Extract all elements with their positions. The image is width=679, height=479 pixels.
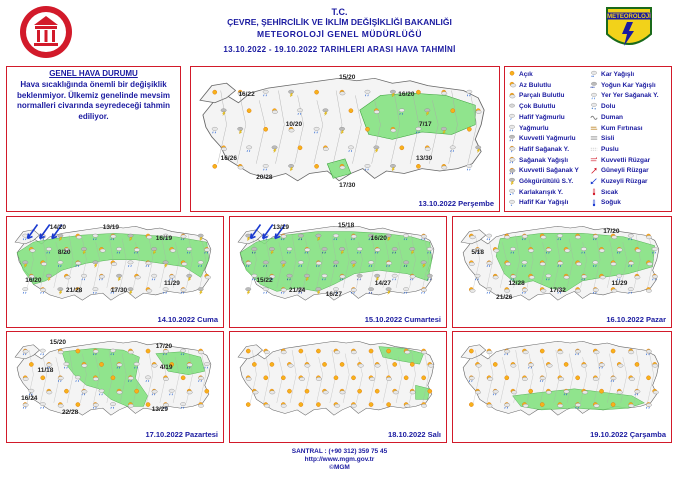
temperature-label: 16/24 — [21, 395, 38, 403]
sun-icon — [315, 164, 319, 168]
legend-label: Kuvvetli Yağmurlu — [519, 135, 576, 143]
legend-label: Kum Fırtınası — [601, 124, 643, 132]
legend-item — [507, 198, 568, 209]
sun-icon — [213, 90, 217, 94]
legend-label: Karlakarışık Y. — [519, 188, 563, 196]
thunderstorm-icon — [246, 287, 251, 294]
legend-label: Yer Yer Sağanak Y. — [601, 92, 659, 100]
general-weather-panel — [6, 66, 181, 212]
sun-icon — [507, 70, 517, 78]
temperature-label: 13/30 — [416, 154, 433, 162]
map-panel-day1 — [190, 66, 500, 212]
sun-icon — [287, 389, 291, 393]
sun-icon — [493, 362, 497, 366]
map-date: 19.10.2022 Çarşamba — [590, 430, 666, 439]
footer — [0, 448, 679, 472]
legend-item — [589, 134, 614, 145]
map-date: 13.10.2022 Perşembe — [418, 199, 494, 208]
snow-icon — [589, 70, 599, 78]
temperature-label: 13/19 — [102, 224, 120, 232]
sun-icon — [246, 349, 250, 353]
sun-icon — [505, 376, 509, 380]
light-rain-icon — [507, 113, 517, 121]
sun-icon — [369, 349, 373, 353]
sun-icon — [29, 362, 33, 366]
sun-icon — [340, 362, 344, 366]
legend-label: Parçalı Bulutlu — [519, 92, 565, 100]
sun-icon — [264, 127, 268, 131]
sun-icon — [428, 389, 432, 393]
legend-label: Yoğun Kar Yağışlı — [601, 81, 656, 89]
temperature-label: 17/32 — [549, 287, 566, 295]
sun-icon — [375, 389, 379, 393]
temperature-label: 11/29 — [163, 280, 180, 288]
temperature-label: 17/30 — [339, 181, 356, 189]
sun-icon — [469, 402, 473, 406]
legend-label: Sisli — [601, 135, 615, 143]
temperature-label: 10/20 — [285, 120, 303, 128]
sun-icon — [529, 389, 533, 393]
map-date: 14.10.2022 Cuma — [157, 315, 218, 324]
sun-icon — [540, 402, 544, 406]
header — [0, 0, 679, 62]
sun-icon — [322, 362, 326, 366]
turkey-map — [7, 217, 223, 327]
partly-cloudy-icon — [198, 349, 203, 354]
legend-label: Güneyli Rüzgar — [601, 167, 649, 175]
sun-icon — [564, 362, 568, 366]
thunderstorm-icon — [198, 287, 203, 294]
light-shower-icon — [507, 145, 517, 153]
sun-icon — [305, 389, 309, 393]
legend-item — [507, 81, 551, 92]
temperature-label: 15/18 — [338, 222, 355, 230]
sun-icon — [247, 109, 251, 113]
legend-item — [589, 177, 648, 188]
heavy-snow-icon — [589, 81, 599, 89]
sun-icon — [281, 376, 285, 380]
sun-icon — [540, 349, 544, 353]
legend-item — [507, 188, 563, 199]
footer-copyright: ©MGM — [329, 464, 350, 471]
map-panel-day3 — [229, 216, 447, 328]
mgm-logo — [603, 4, 655, 54]
sun-icon — [369, 402, 373, 406]
legend-item — [589, 188, 618, 199]
sun-icon — [213, 164, 217, 168]
sun-icon — [246, 402, 250, 406]
temperature-label: 21/28 — [66, 287, 83, 295]
partly-cloudy-icon — [646, 287, 651, 292]
temperature-label: 21/24 — [289, 287, 306, 295]
sun-icon — [146, 349, 150, 353]
sun-icon — [111, 376, 115, 380]
north-wind-icon — [589, 177, 599, 185]
sun-icon — [422, 376, 426, 380]
map-date: 18.10.2022 Salı — [388, 430, 441, 439]
temperature-label: 15/20 — [49, 339, 66, 347]
temperature-label: 20/28 — [256, 174, 273, 182]
temperature-label: 17/30 — [110, 287, 128, 295]
sun-icon — [76, 349, 80, 353]
temperature-label: 17/20 — [155, 342, 173, 350]
temperature-label: 13/29 — [151, 405, 168, 413]
map-date: 17.10.2022 Pazartesi — [145, 430, 218, 439]
sun-icon — [400, 146, 404, 150]
legend-label: Çok Bulutlu — [519, 103, 556, 111]
legend-item — [589, 156, 650, 167]
temperature-label: 7/17 — [419, 120, 432, 128]
sun-small-cloud-icon — [507, 81, 517, 89]
temperature-label: 17/20 — [603, 227, 620, 235]
south-wind-icon — [589, 167, 599, 175]
rain-icon — [507, 124, 517, 132]
legend-item — [507, 177, 573, 188]
header-line2: ÇEVRE, ŞEHİRCİLİK VE İKLİM DEĞİŞİKLİĞİ BAKANLIĞI — [227, 17, 452, 27]
scattered-shower-icon — [589, 92, 599, 100]
sandstorm-icon — [589, 124, 599, 132]
svg-text:*: * — [510, 203, 513, 207]
legend-item — [589, 145, 619, 156]
map-date: 15.10.2022 Cumartesi — [364, 315, 441, 324]
header-line4: 13.10.2022 - 19.10.2022 TARIHLERI ARASI HAVA TAHMİNİ — [223, 45, 456, 54]
temperature-label: 5/18 — [471, 248, 485, 256]
sun-icon — [611, 402, 615, 406]
legend-item — [507, 70, 533, 81]
rain-icon — [486, 287, 491, 293]
turkey-map — [7, 332, 223, 442]
footer-phone: SANTRAL : (+90 312) 359 75 45 — [291, 448, 388, 455]
legend-item — [507, 124, 549, 135]
legend-label: Kuvvetli Sağanak Y — [519, 167, 579, 175]
sun-icon — [365, 127, 369, 131]
sun-icon — [270, 362, 274, 366]
heavy-shower-icon — [507, 167, 517, 175]
temperature-label: 12/28 — [508, 280, 525, 288]
legend-label: Kuzeyli Rüzgar — [601, 178, 648, 185]
shower-icon — [652, 274, 657, 280]
rain-icon — [467, 164, 472, 170]
sun-icon — [135, 389, 139, 393]
legend-label: Duman — [601, 113, 624, 121]
legend-item — [507, 113, 565, 124]
sun-small-cloud-icon — [469, 287, 475, 292]
sun-small-cloud-icon — [653, 389, 659, 394]
turkey-map — [230, 332, 446, 442]
sun-icon — [467, 127, 471, 131]
partly-cloudy-icon — [421, 402, 426, 407]
legend-panel — [504, 66, 672, 212]
sun-icon — [576, 376, 580, 380]
sun-icon — [635, 362, 639, 366]
map-date: 16.10.2022 Pazar — [606, 315, 666, 324]
legend-label: Hafif Yağmurlu — [519, 113, 565, 121]
legend-item — [507, 134, 576, 145]
temperature-label: 16/19 — [155, 234, 173, 242]
shower-icon — [646, 402, 651, 408]
thunderstorm-icon — [507, 177, 517, 185]
legend-label: Açık — [519, 71, 533, 78]
sun-small-cloud-icon — [205, 274, 211, 279]
legend-label: Hafif Sağanak Y. — [519, 145, 570, 153]
sun-icon — [469, 349, 473, 353]
sleet-icon — [507, 188, 517, 196]
svg-text:**: ** — [591, 75, 595, 79]
cloudy-icon — [507, 102, 517, 110]
temperature-label: 14/20 — [49, 224, 66, 232]
legend-label: Kuvvetli Rüzgar — [601, 156, 651, 164]
sun-icon — [181, 376, 185, 380]
hail-icon — [589, 102, 599, 110]
turkey-map — [453, 332, 671, 442]
temperature-label: 16/26 — [220, 154, 237, 162]
sun-icon — [334, 376, 338, 380]
legend-item — [507, 102, 555, 113]
temperature-label: 15/20 — [339, 74, 356, 82]
sun-icon — [416, 164, 420, 168]
sun-icon — [611, 349, 615, 353]
smoke-icon — [589, 113, 599, 121]
temperature-label: 4/19 — [159, 363, 173, 371]
sun-icon — [358, 389, 362, 393]
heavy-rain-icon — [507, 134, 517, 142]
sun-icon — [410, 362, 414, 366]
sun-small-cloud-icon — [264, 349, 270, 354]
temperature-label: 21/26 — [496, 294, 513, 302]
temperature-label: 13/19 — [272, 224, 289, 232]
temperature-label: 16/20 — [25, 276, 42, 284]
hot-icon — [589, 188, 599, 196]
legend-item — [507, 91, 565, 102]
rain-icon — [263, 287, 268, 293]
legend-item — [589, 198, 621, 209]
legend-item — [507, 145, 569, 156]
rain-icon — [23, 287, 28, 293]
turkey-map — [230, 217, 446, 327]
legend-label: Hafif Kar Yağışlı — [519, 199, 569, 207]
light-snow-icon — [507, 199, 517, 207]
sun-icon — [393, 362, 397, 366]
sun-icon — [99, 362, 103, 366]
cold-icon — [589, 199, 599, 207]
legend-label: Dolu — [601, 103, 616, 111]
sun-icon — [252, 362, 256, 366]
partly-cloudy-icon — [646, 234, 651, 239]
sun-icon — [646, 376, 650, 380]
map-panel-day7 — [452, 331, 672, 443]
temperature-label: 15/22 — [256, 276, 273, 284]
temperature-label: 16/20 — [370, 234, 387, 242]
sun-icon — [264, 376, 268, 380]
shower-icon — [507, 156, 517, 164]
partly-cloudy-icon — [421, 349, 426, 354]
sun-icon — [299, 402, 303, 406]
sun-icon — [299, 349, 303, 353]
header-line3: METEOROLOJİ GENEL MÜDÜRLÜĞÜ — [257, 29, 422, 39]
sun-icon — [404, 376, 408, 380]
sun-icon — [316, 349, 320, 353]
legend-item — [589, 113, 623, 124]
legend-label: Az Bulutlu — [519, 81, 552, 89]
legend-item — [589, 102, 615, 113]
sun-icon — [41, 376, 45, 380]
temperature-label: 14/27 — [374, 280, 391, 288]
sun-icon — [451, 109, 455, 113]
legend-item — [589, 81, 656, 92]
sun-icon — [316, 402, 320, 406]
svg-text:*: * — [512, 192, 514, 196]
sun-icon — [205, 389, 209, 393]
legend-item — [589, 91, 659, 102]
legend-label: Yağmurlu — [519, 124, 549, 132]
partly-cloudy-icon — [198, 402, 203, 407]
rain-icon — [40, 402, 45, 408]
partly-cloudy-icon — [507, 92, 517, 100]
legend-label: Sıcak — [601, 188, 618, 196]
map-panel-day5 — [6, 331, 224, 443]
legend-label: Kar Yağışlı — [601, 71, 635, 78]
general-weather-title: GENEL HAVA DURUMU — [49, 69, 138, 78]
map-panel-day6 — [229, 331, 447, 443]
strong-wind-icon — [589, 156, 599, 164]
sun-icon — [387, 402, 391, 406]
legend-label: Gökgürültülü S.Y. — [519, 178, 574, 185]
temperature-label: 16/27 — [325, 290, 343, 298]
temperature-label: 8/20 — [57, 248, 71, 256]
sun-icon — [146, 402, 150, 406]
shower-icon — [421, 287, 426, 293]
legend-label: Puslu — [601, 145, 619, 153]
sun-icon — [599, 389, 603, 393]
fog-icon — [589, 134, 599, 142]
legend-item — [589, 166, 649, 177]
temperature-label: 11/18 — [37, 367, 54, 375]
map-panel-day2 — [6, 216, 224, 328]
general-weather-text: Hava sıcaklığında önemli bir değişiklik beklenmiyor. Ülkemiz genelinde mevsim normalleri civarında seyredeceği tahmin ediliyor. — [17, 80, 170, 121]
rain-icon — [163, 287, 168, 293]
turkey-map — [453, 217, 671, 327]
temperature-label: 22/28 — [61, 409, 79, 417]
legend-item — [589, 70, 634, 81]
legend-item — [507, 166, 579, 177]
turkey-map — [191, 67, 499, 211]
legend-label: Sağanak Yağışlı — [519, 156, 569, 164]
temperature-label: 11/29 — [611, 280, 628, 288]
sun-icon — [298, 146, 302, 150]
legend-item — [589, 124, 643, 135]
footer-url[interactable]: http://www.mgm.gov.tr — [304, 456, 375, 463]
legend-item — [507, 156, 568, 167]
sun-icon — [349, 109, 353, 113]
sun-icon — [76, 402, 80, 406]
mist-icon — [589, 145, 599, 153]
shower-icon — [23, 402, 28, 408]
sun-icon — [351, 376, 355, 380]
sun-icon — [315, 90, 319, 94]
sun-icon — [387, 349, 391, 353]
temperature-label: 16/22 — [238, 91, 255, 99]
mgm-logo-text: METEOROLOJİ — [607, 14, 651, 20]
header-line1: T.C. — [331, 7, 348, 17]
temperature-label: 16/20 — [398, 91, 415, 99]
map-panel-day4 — [452, 216, 672, 328]
svg-text:***: *** — [590, 85, 595, 89]
legend-label: Soğuk — [601, 199, 621, 207]
sun-icon — [416, 90, 420, 94]
partly-cloudy-icon — [487, 349, 492, 354]
sun-icon — [64, 389, 68, 393]
